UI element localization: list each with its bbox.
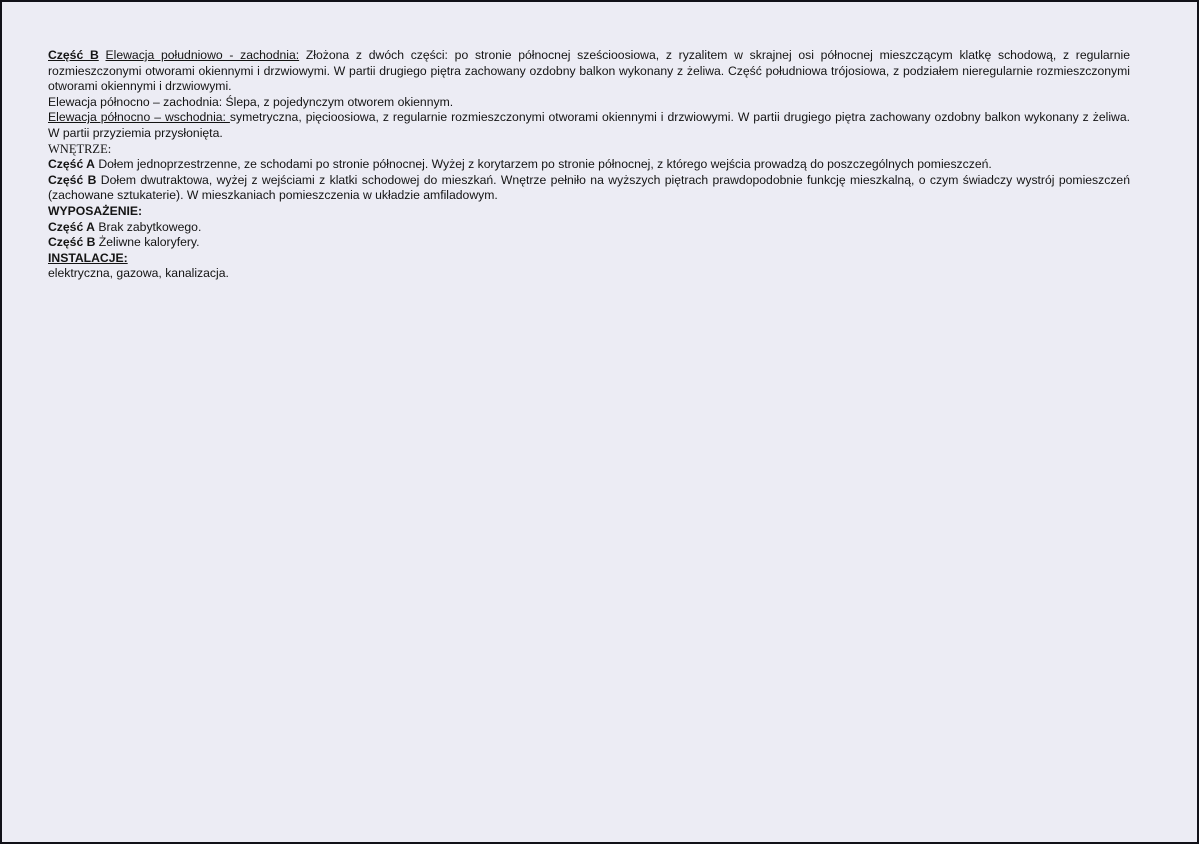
heading-equipment: [48, 204, 1130, 220]
paragraph-interior-part-a: [48, 157, 1130, 173]
paragraph-facade-northeast: [48, 110, 1130, 141]
installations-heading-text: INSTALACJE:: [48, 250, 128, 265]
facade-southwest-text: Złożona z dwóch części: po stronie północnej sześcioosiowa, z ryzalitem w skrajnej osi północnej mieszczącym klatkę schodową, z regularnie rozmieszczonymi otworami okiennymi i drzwiowymi. W partii drugiego piętra zachowany ozdobny balkon wykonany z żeliwa. Część południowa trójosiowa, z podziałem nieregularnie rozmieszczonymi otworami okiennymi i drzwiowymi.: [48, 48, 1131, 94]
paragraph-facade-southwest: [48, 48, 1130, 95]
section-label-part-b: Część B: [48, 48, 99, 62]
interior-part-b-text: Dołem dwutraktowa, wyżej z wejściami z klatki schodowej do mieszkań. Wnętrze pełniło na wyższych piętrach prawdopodobnie funkcję mieszkalną, o czym świadczy wystrój pomieszczeń (zachowane sztukaterie). W mieszkaniach pomieszczenia w układzie amfiladowym.: [48, 172, 1130, 203]
interior-part-a-text: Dołem jednoprzestrzenne, ze schodami po stronie północnej. Wyżej z korytarzem po stronie północnej, z którego wejścia prowadzą do poszczególnych pomieszczeń.: [94, 157, 992, 172]
interior-heading-text: WNĘTRZE:: [48, 141, 112, 156]
heading-installations: [48, 251, 1130, 267]
installations-text: elektryczna, gazowa, kanalizacja.: [48, 266, 229, 281]
paragraph-facade-northwest: [48, 95, 1130, 111]
paragraph-equipment-part-a: [48, 220, 1130, 236]
facade-northeast-title: Elewacja północno – wschodnia:: [48, 110, 230, 125]
paragraph-equipment-part-b: [48, 235, 1130, 251]
equipment-part-a-text: Brak zabytkowego.: [94, 219, 202, 234]
equipment-heading-text: WYPOSAŻENIE:: [48, 203, 143, 218]
section-label-part-b: Część B: [48, 235, 96, 250]
paragraph-installations: [48, 266, 1130, 282]
section-label-part-b: Część B: [48, 172, 97, 187]
section-label-part-a: Część A: [48, 157, 95, 172]
paragraph-interior-part-b: [48, 173, 1130, 204]
facade-northeast-text: symetryczna, pięcioosiowa, z regularnie rozmieszczonymi otworami okiennymi i drzwiowymi. W partii drugiego piętra zachowany ozdobny balkon wykonany z żeliwa. W partii przyziemia przysłonięta.: [48, 110, 1130, 140]
section-label-part-a: Część A: [48, 219, 95, 234]
facade-southwest-title: Elewacja południowo - zachodnia:: [105, 48, 300, 62]
heading-interior: [48, 142, 1130, 158]
facade-northwest-text: Elewacja północno – zachodnia: Ślepa, z pojedynczym otworem okiennym.: [48, 94, 454, 109]
document-body: [48, 48, 1130, 282]
equipment-part-b-text: Żeliwne kaloryfery.: [95, 235, 200, 250]
